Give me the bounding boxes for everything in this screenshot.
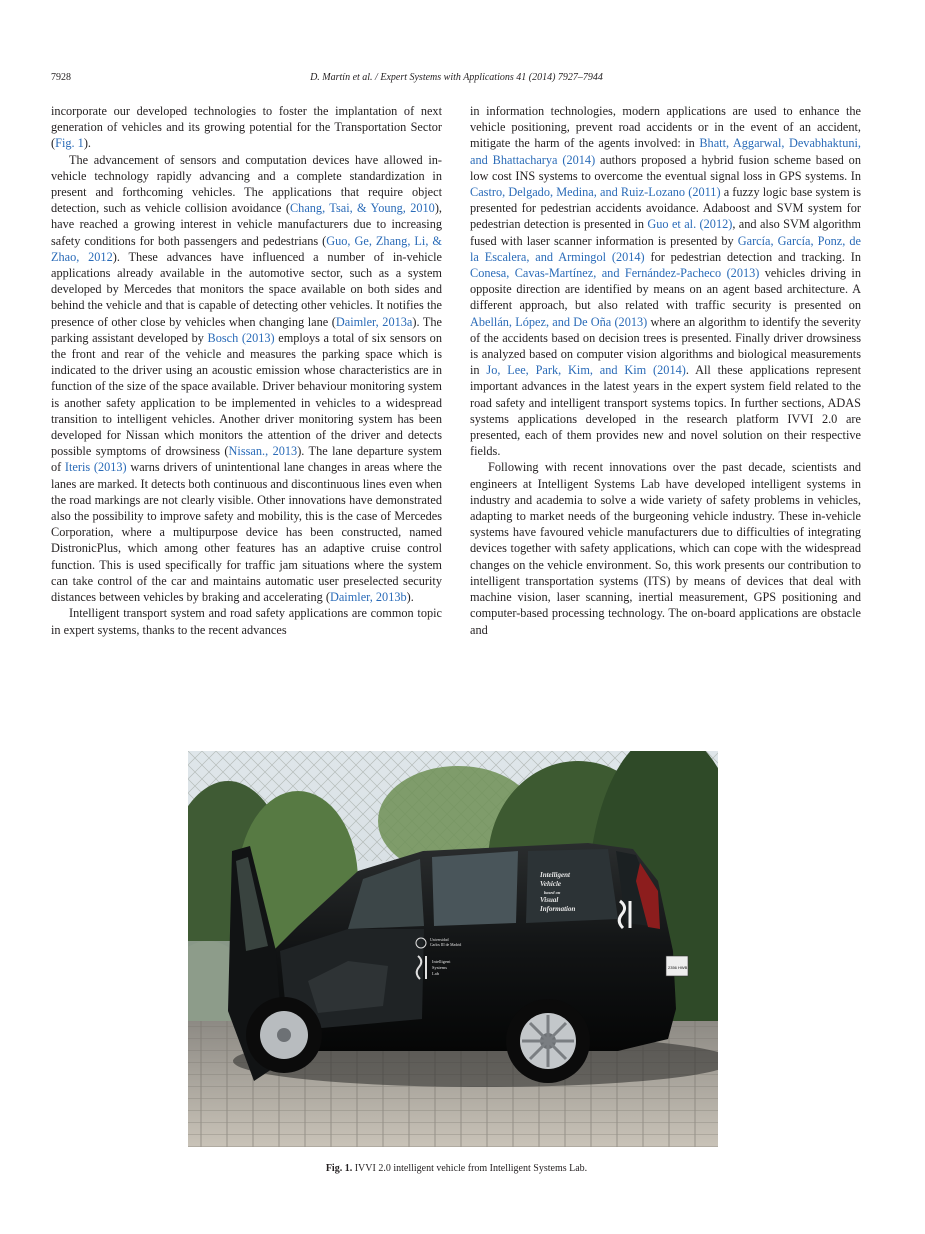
citation-link[interactable]: García, García, Ponz, de la Escalera, and Armingol (2014) (470, 233, 861, 264)
decal-line: Intelligent (540, 871, 570, 879)
text-run: , and also SVM algorithm fused with laser scanner information is presented by (470, 217, 861, 248)
citation-link[interactable]: Nissan., 2013 (228, 444, 298, 459)
decal-line: Systems (432, 965, 448, 970)
caption-label: Fig. 1. (325, 1163, 353, 1174)
figure-vehicle-photo (188, 751, 718, 1147)
vehicle-photo (188, 751, 718, 1147)
citation-link[interactable]: Abellán, López, and De Oña (2013) (470, 314, 648, 329)
decal-line: Vehicle (540, 880, 561, 888)
citation-link[interactable]: Bhatt, Aggarwal, Devabhaktuni, and Bhattacharya (2014) (470, 136, 862, 167)
citation-link[interactable]: Guo et al. (2012) (647, 217, 733, 232)
text-run: warns drivers of unintentional lane changes in areas where the lanes are marked. It detects both continuous and discontinuous lines even when the road markings are not clearly visible. Other innovations have demonstrated also the possibility to improve safety and mobility, this is the case of Mercedes Corporation, where a multipurpose device has been constructed, named DistronicPlus, which among other features has an adaptive cruise control function. This is used specifically for traffic jam situations where the system can take control of the car and maintains automatic user preselected security distances between vehicles by braking and accelerating ( (51, 460, 443, 605)
paragraph (470, 103, 861, 459)
text-run: ). The lane departure system of (51, 444, 442, 475)
citation-link[interactable]: Iteris (2013) (64, 460, 127, 475)
text-run: ). The parking assistant developed by (51, 314, 443, 345)
decal-line: Intelligent (432, 959, 451, 964)
left-column (51, 103, 442, 638)
running-header (51, 71, 862, 85)
decal-line: Information (540, 905, 576, 913)
decal-line: Carlos III de Madrid (430, 943, 462, 947)
citation-link[interactable]: Chang, Tsai, & Young, 2010 (289, 201, 435, 216)
citation-link[interactable]: Castro, Delgado, Medina, and Ruiz-Lozano (2011) (470, 185, 721, 200)
decal-line: Lab (432, 971, 439, 976)
text-run: authors proposed a hybrid fusion scheme based on low cost INS systems to overcome the eventual signal loss in GPS systems. In (470, 152, 861, 183)
paragraph (51, 103, 442, 152)
text-run: ). (83, 136, 91, 151)
text-run: ). (406, 590, 414, 605)
text-run: incorporate our developed technologies to foster the implantation of next generation of vehicles and its growing potential for the Transportation Sector ( (51, 104, 442, 151)
caption-text: IVVI 2.0 intelligent vehicle from Intelligent Systems Lab. (352, 1163, 588, 1174)
paragraph (51, 152, 442, 606)
citation-link[interactable]: Bosch (2013) (207, 330, 275, 345)
text-run: for pedestrian detection and tracking. In (644, 249, 861, 264)
figure-caption (51, 1162, 862, 1176)
text-run: ), have reached a growing interest in vehicle manufacturers due to increasing safety conditions for both passengers and pedestrians ( (51, 201, 442, 248)
decal-line: Visual (540, 896, 559, 904)
text-run: a fuzzy logic base system is presented for pedestrian accidents avoidance. Adaboost and SVM system for pedestrian detection is presented in (470, 185, 861, 232)
page-number: 7928 (51, 72, 71, 83)
running-head: D. Martín et al. / Expert Systems with Applications 41 (2014) 7927–7944 (310, 72, 603, 83)
text-run: . All these applications represent important advances in the latest years in the expert system field related to the road safety and intelligent transport systems topics. In further sections, ADAS systems applications developed in the research platform IVVI 2.0 are presented, each of them provides new and novel solution on their respective fields. (470, 363, 862, 459)
citation-link[interactable]: Jo, Lee, Park, Kim, and Kim (2014) (486, 363, 686, 378)
text-run: vehicles driving in opposite direction are identified by means on an agent based architecture. A different approach, but also related with traffic security is presented on (470, 266, 861, 313)
license-plate: 2356 HWB (668, 965, 688, 970)
text-run: ). These advances have influenced a number of in-vehicle applications already available in the automotive sector, such as a system developed by Mercedes that monitors the space available on both sides and behind the vehicle and that is capable of detecting other vehicles. It notifies the presence of other close by vehicles when changing lane ( (51, 249, 442, 329)
text-run: Following with recent innovations over the past decade, scientists and engineers at Intelligent Systems Lab have developed intelligent systems in industry and academia to solve a wide variety of safety problems in vehicles, adapting to market needs of the burgeoning vehicle industry. These in-vehicle systems have favoured vehicle manufacturers due to difficulties of integrating devices together with safety applications, which can cope with the widespread changes on the vehicle environment. So, this work presents our contribution to intelligent transportation systems (ITS) by means of devices that deal with machine vision, laser scanning, inertial measurement, GPS positioning and computer-based processing technology. The on-board applications are obstacle and (470, 460, 861, 637)
text-run: employs a total of six sensors on the front and rear of the vehicle and measures the parking space which is indicated to the driver using an acoustic emission whose characteristics are in function of the size of the space available. Driver behaviour monitoring system is another safety application to be implemented in vehicles to a widespread transition to intelligent vehicles. Another driver monitoring system has been developed for Nissan which monitors the attention of the driver and detects possible symptoms of drowsiness ( (51, 330, 442, 459)
decal-line: based on (544, 890, 561, 895)
text-run: where an algorithm to identify the severity of the accidents based on decision trees is presented. Finally driver drowsiness is analyzed based on computer vision algorithms and biological measurements in (470, 314, 861, 378)
text-run: in information technologies, modern applications are used to enhance the vehicle positioning, prevent road accidents or in the event of an accident, mitigate the harm of the agents involved: in (470, 104, 861, 151)
citation-link[interactable]: Daimler, 2013a (335, 314, 413, 329)
citation-link[interactable]: Conesa, Cavas-Martínez, and Fernández-Pacheco (2013) (470, 266, 760, 281)
text-run: Intelligent transport system and road safety applications are common topic in expert systems, thanks to the recent advances (51, 606, 442, 637)
citation-link[interactable]: Daimler, 2013b (329, 590, 407, 605)
citation-link[interactable]: Guo, Ge, Zhang, Li, & Zhao, 2012 (51, 233, 442, 264)
paragraph (51, 605, 442, 637)
figure-link[interactable]: Fig. 1 (55, 136, 84, 151)
decal-line: Universidad (430, 938, 449, 942)
paragraph (470, 459, 861, 637)
text-run: The advancement of sensors and computation devices have allowed in-vehicle technology rapidly advancing and a complete standardization in present and forthcoming vehicles. The applications that require object detection, such as vehicle collision avoidance ( (51, 152, 442, 216)
right-column (470, 103, 861, 638)
